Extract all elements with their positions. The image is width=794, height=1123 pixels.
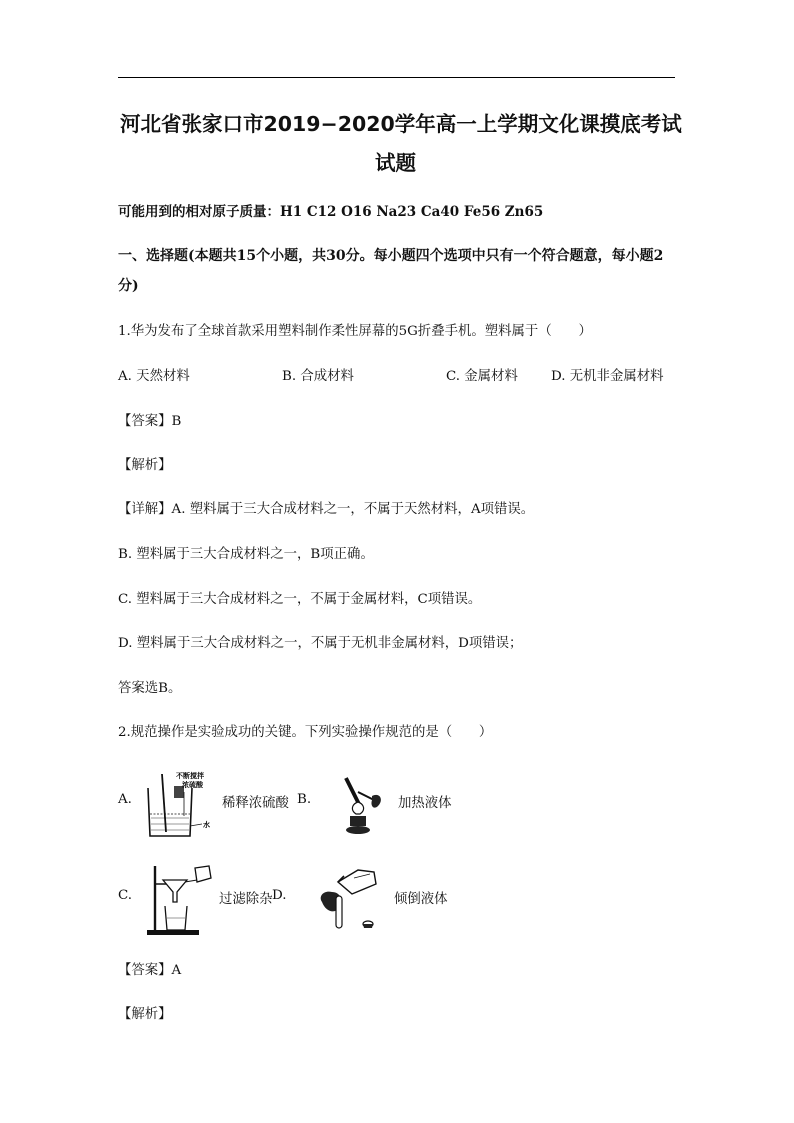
q1-detail-c: C. 塑料属于三大合成材料之一，不属于金属材料，C项错误。 bbox=[118, 592, 482, 607]
q1-conclusion: 答案选B。 bbox=[118, 681, 182, 696]
q1-detail-a: 【详解】A. 塑料属于三大合成材料之一，不属于天然材料，A项错误。 bbox=[118, 502, 535, 517]
atomic-mass-line: 可能用到的相对原子质量：H1 C12 O16 Na23 Ca40 Fe56 Zn65 bbox=[118, 204, 544, 220]
q2-stem: 2.规范操作是实验成功的关键。下列实验操作规范的是（ ） bbox=[118, 725, 493, 740]
q1-option-d: D. 无机非金属材料 bbox=[551, 369, 664, 384]
q1-option-b: B. 合成材料 bbox=[282, 369, 354, 384]
heating-liquid-figure bbox=[322, 770, 392, 840]
dilute-acid-figure bbox=[140, 770, 220, 840]
q2-option-d-text: 倾倒液体 bbox=[394, 892, 448, 907]
q1-answer: 【答案】B bbox=[118, 414, 182, 429]
q2-analysis-heading: 【解析】 bbox=[118, 1007, 172, 1022]
section-heading-line1: 一、选择题(本题共15个小题，共30分。每小题四个选项中只有一个符合题意，每小题2 bbox=[118, 248, 664, 264]
section-heading-line2: 分) bbox=[118, 278, 139, 294]
q2-option-b-letter: B. bbox=[297, 792, 312, 807]
fig-a-label-stir: 不断搅拌 bbox=[176, 772, 204, 780]
q2-option-a-text: 稀释浓硫酸 bbox=[222, 796, 289, 811]
q1-detail-b: B. 塑料属于三大合成材料之一，B项正确。 bbox=[118, 547, 374, 562]
q1-option-a: A. 天然材料 bbox=[118, 369, 190, 384]
header-rule bbox=[118, 77, 675, 78]
fig-a-label-acid: 浓硫酸 bbox=[182, 781, 203, 789]
fig-a-label-water: 水 bbox=[203, 821, 210, 829]
q2-option-b-text: 加热液体 bbox=[398, 796, 452, 811]
q2-answer: 【答案】A bbox=[118, 963, 182, 978]
filtration-figure bbox=[145, 862, 217, 936]
q2-option-c-letter: C. bbox=[118, 888, 133, 903]
q1-option-c: C. 金属材料 bbox=[446, 369, 518, 384]
q1-analysis-heading: 【解析】 bbox=[118, 458, 172, 473]
q1-stem: 1.华为发布了全球首款采用塑料制作柔性屏幕的5G折叠手机。塑料属于（ ） bbox=[118, 324, 592, 339]
q2-option-d-letter: D. bbox=[272, 888, 287, 903]
document-title-line1: 河北省张家口市2019−2020学年高一上学期文化课摸底考试 bbox=[120, 112, 682, 136]
document-title-line2: 试题 bbox=[375, 151, 416, 175]
pouring-liquid-figure bbox=[314, 862, 382, 936]
q1-detail-d: D. 塑料属于三大合成材料之一，不属于无机非金属材料，D项错误； bbox=[118, 636, 523, 651]
q2-option-a-letter: A. bbox=[118, 792, 132, 807]
q2-option-c-text: 过滤除杂 bbox=[219, 892, 273, 907]
